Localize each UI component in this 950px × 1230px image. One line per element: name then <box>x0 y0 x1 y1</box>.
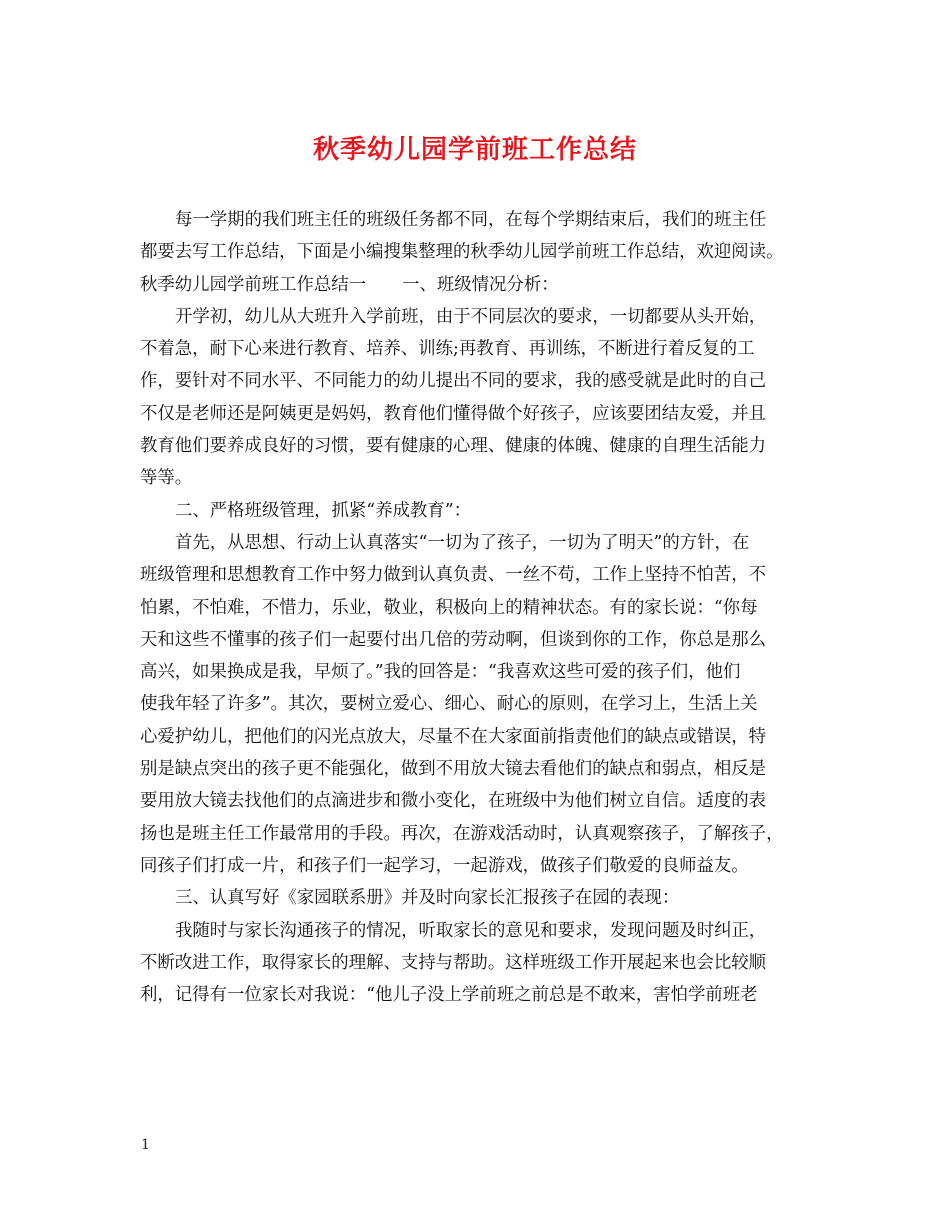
paragraph-line: 作，要针对不同水平、不同能力的幼儿提出不同的要求，我的感受就是此时的自己 <box>140 371 767 392</box>
paragraph-line: 不断改进工作，取得家长的理解、支持与帮助。这样班级工作开展起来也会比较顺 <box>140 952 767 973</box>
paragraph-line: 同孩子们打成一片，和孩子们一起学习，一起游戏，做孩子们敬爱的良师益友。 <box>140 855 749 876</box>
paragraph-line: 班级管理和思想教育工作中努力做到认真负责、一丝不苟，工作上坚持不怕苦，不 <box>140 565 767 586</box>
paragraph-line: 开学初，幼儿从大班升入学前班，由于不同层次的要求，一切都要从头开始， <box>175 306 767 327</box>
paragraph-line <box>140 269 830 301</box>
document-title: 秋季幼儿园学前班工作总结 <box>312 135 637 165</box>
paragraph-line: 不着急，耐下心来进行教育、培养、训练;再教育、再训练，不断进行着反复的工 <box>140 339 755 360</box>
section-heading: 三、认真写好《家园联系册》并及时向家长汇报孩子在园的表现： <box>175 888 680 909</box>
paragraph-line: 我随时与家长沟通孩子的情况，听取家长的意见和要求，发现问题及时纠正， <box>175 920 767 941</box>
section-heading: 一、班级情况分析： <box>402 274 559 295</box>
paragraph-line: 怕累，不怕难，不惜力，乐业，敬业，积极向上的精神状态。有的家长说：“你每 <box>140 597 758 618</box>
paragraph-line: 首先，从思想、行动上认真落实“一切为了孩子，一切为了明天”的方针，在 <box>175 532 750 553</box>
page-number: 1 <box>141 1137 150 1153</box>
paragraph-line: 天和这些不懂事的孩子们一起要付出几倍的劳动啊，但谈到你的工作，你总是那么 <box>140 629 767 650</box>
paragraph-line: 心爱护幼儿，把他们的闪光点放大，尽量不在大家面前指责他们的缺点或错误，特 <box>140 726 767 747</box>
paragraph-line: 等等。 <box>140 468 193 489</box>
paragraph-line: 高兴，如果换成是我，早烦了。”我的回答是：“我喜欢这些可爱的孩子们，他们 <box>140 662 741 683</box>
paragraph-line: 要用放大镜去找他们的点滴进步和微小变化，在班级中为他们树立自信。适度的表 <box>140 791 767 812</box>
paragraph-line: 使我年轻了许多”。其次，要树立爱心、细心、耐心的原则，在学习上，生活上关 <box>140 694 758 715</box>
paragraph-line: 每一学期的我们班主任的班级任务都不同，在每个学期结束后，我们的班主任 <box>175 210 767 230</box>
paragraph-line: 扬也是班主任工作最常用的手段。再次，在游戏活动时，认真观察孩子，了解孩子， <box>140 823 784 844</box>
paragraph-line: 别是缺点突出的孩子更不能强化，做到不用放大镜去看他们的缺点和弱点，相反是 <box>140 759 767 780</box>
paragraph-line: 不仅是老师还是阿姨更是妈妈，教育他们懂得做个好孩子，应该要团结友爱，并且 <box>140 403 767 424</box>
section-heading: 秋季幼儿园学前班工作总结一 <box>140 274 367 295</box>
section-heading: 二、严格班级管理，抓紧“养成教育”： <box>175 500 472 521</box>
paragraph-line: 都要去写工作总结，下面是小编搜集整理的秋季幼儿园学前班工作总结，欢迎阅读。 <box>140 242 784 263</box>
paragraph-line: 教育他们要养成良好的习惯，要有健康的心理、健康的体魄、健康的自理生活能力 <box>140 436 767 457</box>
document-body <box>140 204 830 1011</box>
paragraph-line: 利，记得有一位家长对我说：“他儿子没上学前班之前总是不敢来，害怕学前班老 <box>140 985 758 1006</box>
